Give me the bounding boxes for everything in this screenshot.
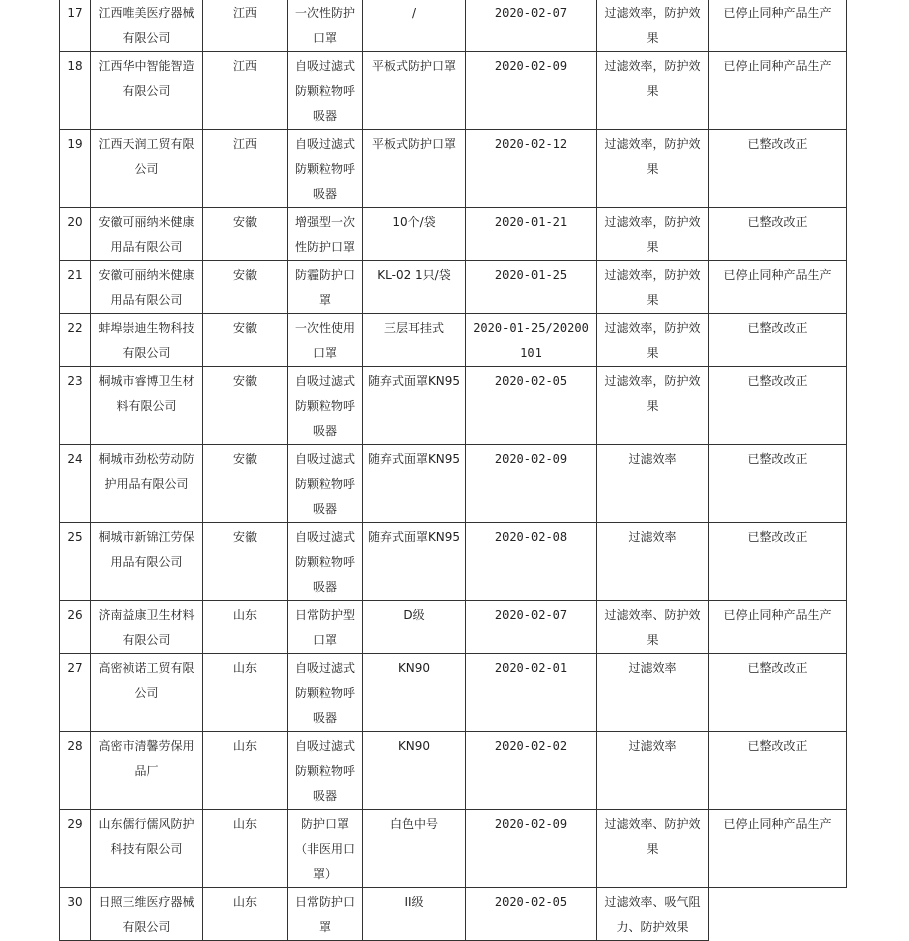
failed-item-cell: 过滤效率，防护效果	[597, 130, 709, 208]
specification-cell: D级	[363, 601, 466, 654]
province-cell: 安徽	[203, 314, 288, 367]
rectification-result-cell: 已整改改正	[709, 314, 847, 367]
specification-cell: 白色中号	[363, 810, 466, 888]
specification-cell: 10个/袋	[363, 208, 466, 261]
row-number-cell: 17	[60, 0, 91, 52]
rectification-result-cell: 已整改改正	[709, 130, 847, 208]
product-name-cell: 自吸过滤式防颗粒物呼吸器	[288, 445, 363, 523]
row-number-cell: 24	[60, 445, 91, 523]
failed-item-cell: 过滤效率，防护效果	[597, 367, 709, 445]
failed-item-cell: 过滤效率	[597, 523, 709, 601]
specification-cell: /	[363, 0, 466, 52]
company-name-cell: 江西华中智能智造有限公司	[91, 52, 203, 130]
company-name-cell: 桐城市睿博卫生材料有限公司	[91, 367, 203, 445]
failed-item-cell: 过滤效率、防护效果	[597, 601, 709, 654]
product-name-cell: 自吸过滤式防颗粒物呼吸器	[288, 523, 363, 601]
table-row	[60, 445, 847, 523]
table-row	[60, 367, 847, 445]
company-name-cell: 安徽可丽纳米健康用品有限公司	[91, 261, 203, 314]
failed-item-cell: 过滤效率	[597, 654, 709, 732]
table-row	[60, 523, 847, 601]
product-name-cell: 一次性使用口罩	[288, 314, 363, 367]
production-date-cell: 2020-02-09	[466, 445, 597, 523]
failed-item-cell: 过滤效率	[597, 445, 709, 523]
province-cell: 安徽	[203, 208, 288, 261]
specification-cell: KL-02 1只/袋	[363, 261, 466, 314]
product-name-cell: 自吸过滤式防颗粒物呼吸器	[288, 52, 363, 130]
production-date-cell: 2020-02-07	[466, 601, 597, 654]
row-number-cell: 22	[60, 314, 91, 367]
company-name-cell: 桐城市新锦江劳保用品有限公司	[91, 523, 203, 601]
production-date-cell: 2020-01-25	[466, 261, 597, 314]
row-number-cell: 25	[60, 523, 91, 601]
product-name-cell: 日常防护口罩	[288, 888, 363, 941]
production-date-cell: 2020-02-05	[466, 888, 597, 941]
table-row	[60, 52, 847, 130]
specification-cell: 平板式防护口罩	[363, 130, 466, 208]
province-cell: 江西	[203, 130, 288, 208]
rectification-result-cell: 已停止同种产品生产	[709, 601, 847, 654]
rectification-result-cell: 已停止同种产品生产	[709, 0, 847, 52]
product-name-cell: 防霾防护口罩	[288, 261, 363, 314]
product-name-cell: 日常防护型口罩	[288, 601, 363, 654]
failed-item-cell: 过滤效率，防护效果	[597, 261, 709, 314]
specification-cell: 三层耳挂式	[363, 314, 466, 367]
table-row	[60, 130, 847, 208]
row-number-cell: 28	[60, 732, 91, 810]
production-date-cell: 2020-02-07	[466, 0, 597, 52]
rectification-result-cell: 已整改改正	[709, 654, 847, 732]
company-name-cell: 济南益康卫生材料有限公司	[91, 601, 203, 654]
failed-item-cell: 过滤效率、吸气阻力、防护效果	[597, 888, 709, 941]
failed-item-cell: 过滤效率，防护效果	[597, 0, 709, 52]
rectification-result-cell: 已停止同种产品生产	[709, 810, 847, 888]
row-number-cell: 23	[60, 367, 91, 445]
rectification-result-cell: 已整改改正	[709, 445, 847, 523]
product-name-cell: 自吸过滤式防颗粒物呼吸器	[288, 732, 363, 810]
production-date-cell: 2020-02-08	[466, 523, 597, 601]
table-row	[60, 208, 847, 261]
rectification-result-cell: 已停止同种产品生产	[709, 52, 847, 130]
specification-cell: II级	[363, 888, 466, 941]
rectification-result-cell: 已整改改正	[709, 367, 847, 445]
province-cell: 山东	[203, 888, 288, 941]
province-cell: 山东	[203, 601, 288, 654]
rectification-result-cell: 已整改改正	[709, 208, 847, 261]
company-name-cell: 桐城市劲松劳动防护用品有限公司	[91, 445, 203, 523]
company-name-cell: 日照三维医疗器械有限公司	[91, 888, 203, 941]
rectification-result-cell: 已整改改正	[709, 523, 847, 601]
table-row	[60, 0, 847, 52]
failed-item-cell: 过滤效率，防护效果	[597, 52, 709, 130]
specification-cell: KN90	[363, 654, 466, 732]
failed-item-cell: 过滤效率	[597, 732, 709, 810]
production-date-cell: 2020-01-21	[466, 208, 597, 261]
production-date-cell: 2020-02-12	[466, 130, 597, 208]
product-name-cell: 自吸过滤式防颗粒物呼吸器	[288, 654, 363, 732]
province-cell: 江西	[203, 52, 288, 130]
row-number-cell: 19	[60, 130, 91, 208]
recall-table	[59, 0, 847, 941]
province-cell: 安徽	[203, 445, 288, 523]
product-name-cell: 自吸过滤式防颗粒物呼吸器	[288, 367, 363, 445]
province-cell: 安徽	[203, 367, 288, 445]
table-row	[60, 601, 847, 654]
specification-cell: 随弃式面罩KN95	[363, 367, 466, 445]
failed-item-cell: 过滤效率，防护效果	[597, 208, 709, 261]
province-cell: 安徽	[203, 261, 288, 314]
province-cell: 山东	[203, 654, 288, 732]
production-date-cell: 2020-02-01	[466, 654, 597, 732]
production-date-cell: 2020-01-25/20200101	[466, 314, 597, 367]
row-number-cell: 21	[60, 261, 91, 314]
production-date-cell: 2020-02-02	[466, 732, 597, 810]
table-row	[60, 261, 847, 314]
rectification-result-cell: 已整改改正	[709, 732, 847, 810]
table-row	[60, 314, 847, 367]
row-number-cell: 26	[60, 601, 91, 654]
province-cell: 江西	[203, 0, 288, 52]
company-name-cell: 蚌埠崇迪生物科技有限公司	[91, 314, 203, 367]
table-row	[60, 810, 847, 888]
product-name-cell: 一次性防护口罩	[288, 0, 363, 52]
company-name-cell: 安徽可丽纳米健康用品有限公司	[91, 208, 203, 261]
production-date-cell: 2020-02-09	[466, 810, 597, 888]
company-name-cell: 高密市清馨劳保用品厂	[91, 732, 203, 810]
failed-item-cell: 过滤效率、防护效果	[597, 810, 709, 888]
row-number-cell: 30	[60, 888, 91, 941]
row-number-cell: 29	[60, 810, 91, 888]
company-name-cell: 山东儒行儒风防护科技有限公司	[91, 810, 203, 888]
product-name-cell: 防护口罩（非医用口罩）	[288, 810, 363, 888]
production-date-cell: 2020-02-05	[466, 367, 597, 445]
specification-cell: KN90	[363, 732, 466, 810]
company-name-cell: 江西天润工贸有限公司	[91, 130, 203, 208]
company-name-cell: 高密祯诺工贸有限公司	[91, 654, 203, 732]
specification-cell: 随弃式面罩KN95	[363, 445, 466, 523]
rectification-result-cell: 已停止同种产品生产	[709, 261, 847, 314]
row-number-cell: 20	[60, 208, 91, 261]
row-number-cell: 27	[60, 654, 91, 732]
row-number-cell: 18	[60, 52, 91, 130]
product-name-cell: 增强型一次性防护口罩	[288, 208, 363, 261]
company-name-cell: 江西唯美医疗器械有限公司	[91, 0, 203, 52]
product-name-cell: 自吸过滤式防颗粒物呼吸器	[288, 130, 363, 208]
province-cell: 山东	[203, 732, 288, 810]
production-date-cell: 2020-02-09	[466, 52, 597, 130]
province-cell: 山东	[203, 810, 288, 888]
specification-cell: 随弃式面罩KN95	[363, 523, 466, 601]
specification-cell: 平板式防护口罩	[363, 52, 466, 130]
province-cell: 安徽	[203, 523, 288, 601]
table-row	[60, 654, 847, 732]
failed-item-cell: 过滤效率，防护效果	[597, 314, 709, 367]
table-row	[60, 732, 847, 810]
